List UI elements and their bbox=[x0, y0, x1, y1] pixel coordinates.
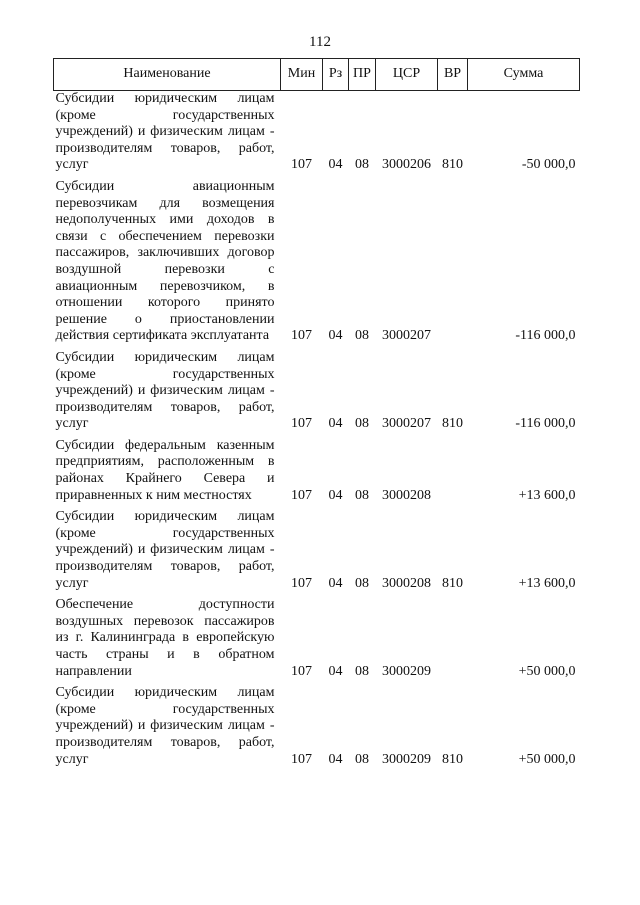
row-pr: 08 bbox=[355, 663, 369, 679]
row-rz: 04 bbox=[328, 157, 343, 173]
row-pr: 08 bbox=[355, 751, 369, 767]
budget-table bbox=[53, 58, 580, 773]
row-name: Субсидии федеральным казенным предприятиям, расположенным в районах Крайнего Севера и приравненных к ним местностях bbox=[55, 437, 275, 503]
row-sum: +13 600,0 bbox=[518, 487, 576, 503]
row-vr bbox=[438, 597, 468, 685]
row-vr: 810 bbox=[442, 157, 463, 173]
table-row bbox=[54, 350, 580, 438]
row-pr: 08 bbox=[355, 487, 369, 503]
row-csr: 3000207 bbox=[382, 416, 431, 432]
row-min: 107 bbox=[291, 751, 312, 767]
header-vr: ВР bbox=[438, 59, 468, 91]
row-csr: 3000209 bbox=[382, 663, 431, 679]
row-vr bbox=[438, 438, 468, 509]
row-name: Субсидии юридическим лицам (кроме государственных учреждений) и физическим лицам - производителям товаров, работ, услуг bbox=[55, 509, 275, 591]
row-vr: 810 bbox=[442, 416, 463, 432]
table-row bbox=[54, 509, 580, 597]
row-name: Субсидии юридическим лицам (кроме государственных учреждений) и физическим лицам - производителям товаров, работ, услуг bbox=[55, 685, 275, 767]
row-pr: 08 bbox=[355, 157, 369, 173]
row-sum: -50 000,0 bbox=[521, 157, 576, 173]
row-sum: -116 000,0 bbox=[515, 416, 576, 432]
row-sum: +50 000,0 bbox=[518, 751, 576, 767]
page-number: 112 bbox=[309, 34, 331, 50]
header-min: Мин bbox=[281, 59, 323, 91]
row-rz: 04 bbox=[328, 487, 343, 503]
row-min: 107 bbox=[291, 663, 312, 679]
header-pr: ПР bbox=[349, 59, 376, 91]
row-min: 107 bbox=[291, 487, 312, 503]
row-min: 107 bbox=[291, 157, 312, 173]
row-rz: 04 bbox=[328, 751, 343, 767]
row-name: Субсидии юридическим лицам (кроме государственных учреждений) и физическим лицам - производителям товаров, работ, услуг bbox=[55, 349, 275, 432]
row-rz: 04 bbox=[328, 416, 343, 432]
header-sum: Сумма bbox=[468, 59, 580, 91]
table-row bbox=[54, 597, 580, 685]
header-rz: Рз bbox=[323, 59, 349, 91]
row-rz: 04 bbox=[328, 663, 343, 679]
table-row bbox=[54, 91, 580, 179]
row-sum: +50 000,0 bbox=[518, 663, 576, 679]
row-name: Обеспечение доступности воздушных перевозок пассажиров из г. Калининграда в европейскую часть страны и в обратном направлении bbox=[55, 597, 275, 679]
row-csr: 3000207 bbox=[382, 328, 431, 344]
row-min: 107 bbox=[291, 328, 312, 344]
table-row bbox=[54, 179, 580, 350]
row-vr: 810 bbox=[442, 575, 463, 591]
row-pr: 08 bbox=[355, 328, 369, 344]
row-min: 107 bbox=[291, 575, 312, 591]
table-row bbox=[54, 685, 580, 773]
table-row bbox=[54, 438, 580, 509]
row-csr: 3000209 bbox=[382, 751, 431, 767]
row-sum: -116 000,0 bbox=[515, 328, 576, 344]
row-name: Субсидии юридическим лицам (кроме государственных учреждений) и физическим лицам - производителям товаров, работ, услуг bbox=[55, 91, 275, 173]
table-header-row bbox=[54, 59, 580, 91]
row-vr bbox=[438, 179, 468, 350]
header-name: Наименование bbox=[54, 59, 281, 91]
row-rz: 04 bbox=[328, 328, 343, 344]
row-csr: 3000208 bbox=[382, 575, 431, 591]
row-min: 107 bbox=[291, 416, 312, 432]
row-csr: 3000206 bbox=[382, 157, 431, 173]
row-name: Субсидии авиационным перевозчикам для возмещения недополученных ими доходов в связи с обеспечением перевозки пассажиров, заключивших договор воздушной перевозки с авиационным перевозчиком, в отношении которого принято решение о приостановлении действия сертификата эксплуатанта bbox=[55, 178, 275, 344]
row-rz: 04 bbox=[328, 575, 343, 591]
row-pr: 08 bbox=[355, 416, 369, 432]
row-csr: 3000208 bbox=[382, 487, 431, 503]
row-pr: 08 bbox=[355, 575, 369, 591]
row-vr: 810 bbox=[442, 751, 463, 767]
row-sum: +13 600,0 bbox=[518, 575, 576, 591]
header-csr: ЦСР bbox=[376, 59, 438, 91]
